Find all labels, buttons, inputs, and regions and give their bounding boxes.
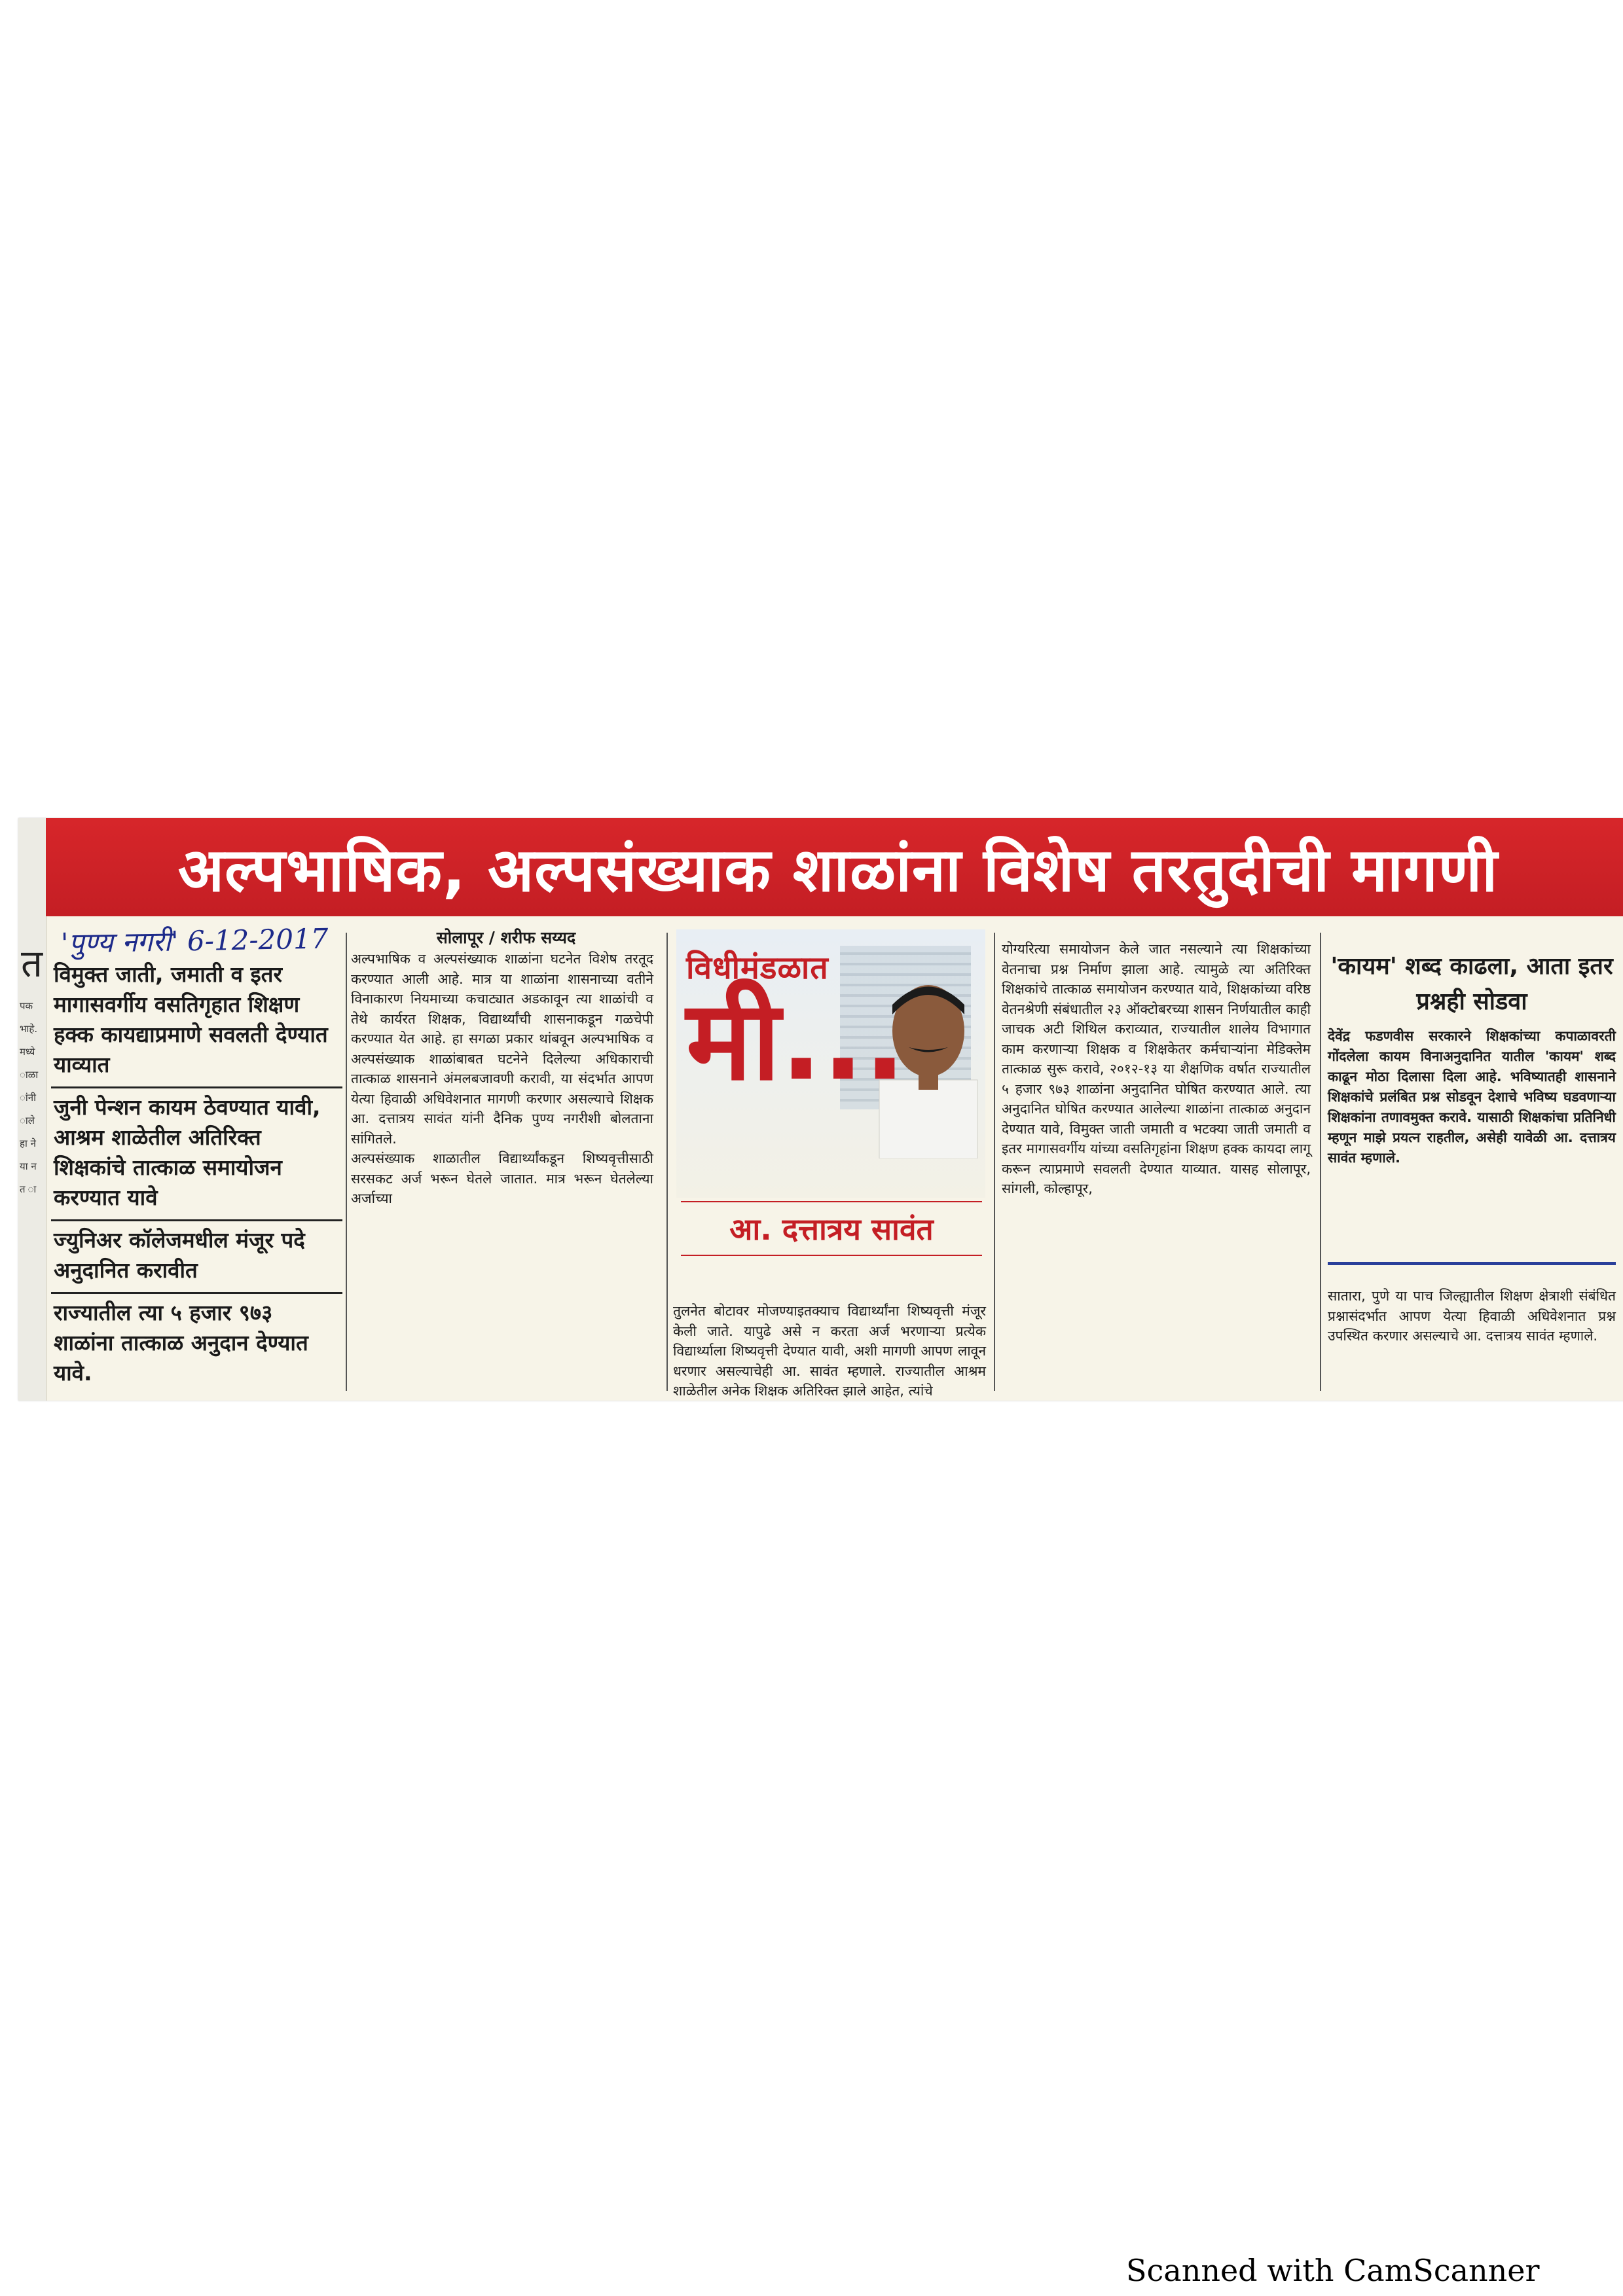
column-divider — [666, 933, 668, 1391]
highlight-points — [51, 956, 342, 1395]
column-divider — [346, 933, 347, 1391]
side-box-rule — [1328, 1262, 1616, 1265]
scanner-watermark: Scanned with CamScanner — [1126, 2253, 1540, 2288]
adjacent-text-fragment: पक भाहे. मध्ये ाळा ांनी ाले हा ने या न त ा — [20, 1000, 39, 1195]
adjacent-headline-fragment: त — [21, 941, 43, 986]
column-divider — [994, 933, 995, 1391]
handwritten-source-date: 'पुण्य नगरी' 6-12-2017 — [60, 922, 329, 960]
feature-big-title: मी... — [686, 977, 906, 1105]
column-divider — [1320, 933, 1321, 1391]
highlight-point: जुनी पेन्शन कायम ठेवण्यात यावी, आश्रम शाळेतील अतिरिक्त शिक्षकांचे तात्काळ समायोजन करण्यात यावे — [51, 1088, 342, 1221]
side-box-text: देवेंद्र फडणवीस सरकारने शिक्षकांच्या कपाळावरती गोंदलेला कायम विनाअनुदानित यातील 'कायम' शब्द काढून मोठा दिलासा दिला आहे. भविष्यातही शासनाने शिक्षकांचे प्रलंबित प्रश्न सोडवून देशाचे भविष्य घडवणाऱ्या शिक्षकांना तणावमुक्त करावे. यासाठी शिक्षकांचा प्रतिनिधी म्हणून माझे प्रयत्न राहतील, असेही यावेळी आ. दत्तात्रय सावंत म्हणाले. — [1328, 1028, 1616, 1166]
adjacent-column-strip — [18, 818, 46, 1401]
article-column-1: अल्पभाषिक व अल्पसंख्याक शाळांना घटनेत विशेष तरतूद करण्यात आली आहे. मात्र या शाळांना शासनाच्या वतीने विनाकारण नियमाच्या कचाट्यात अडकावून त्या शाळांची व तेथे कार्यरत शिक्षक, विद्यार्थ्यांची शासनाकडून गळचेपी करण्यात येत आहे. हा सगळा प्रकार थांबवून अल्पभाषिक व अल्पसंख्याक शाळांबाबत घटनेने दिलेल्या अधिकाराची तात्काळ शासनाने अंमलबजावणी करावी, या संदर्भात आपण येत्या हिवाळी अधिवेशनात मागणी करणार असल्याचे शिक्षक आ. दत्तात्रय सावंत यांनी दैनिक पुण्य नगरीशी बोलताना सांगितले. अल्पसंख्याक शाळातील विद्यार्थ्यांकडून शिष्यवृत्तीसाठी सरसकट अर्ज भरून घेतले जातात. मात्र भरून घेतलेल्या अर्जाच्या — [351, 951, 653, 1206]
side-headline: 'कायम' शब्द काढला, आता इतर प्रश्नही सोडवा — [1330, 953, 1613, 1015]
highlight-point: राज्यातील त्या ५ हजार ९७३ शाळांना तात्काळ अनुदान देण्यात यावे. — [54, 1300, 308, 1386]
headline-banner — [46, 818, 1623, 916]
headline: अल्पभाषिक, अल्पसंख्याक शाळांना विशेष तरतुदीची मागणी — [177, 834, 1499, 905]
article-column-2: तुलनेत बोटावर मोजण्याइतक्याच विद्यार्थ्यांना शिष्यवृत्ती मंजूर केली जाते. यापुढे असे न करता अर्ज भरणाऱ्या प्रत्येक विद्यार्थ्याला शिष्यवृत्ती देण्यात यावी, अशी मागणी आपण लावून धरणार असल्याचेही आ. सावंत म्हणाले. राज्यातील आश्रम शाळेतील अनेक शिक्षक अतिरिक्त झाले आहेत, त्यांचे — [673, 1303, 986, 1399]
highlight-point: ज्युनिअर कॉलेजमधील मंजूर पदे अनुदानित करावीत — [51, 1221, 342, 1294]
byline: आ. दत्तात्रय सावंत — [729, 1211, 934, 1247]
highlight-point: विमुक्त जाती, जमाती व इतर मागासवर्गीय वसतिगृहात शिक्षण हक्क कायद्याप्रमाणे सवलती देण्यात याव्यात — [51, 956, 342, 1088]
feature-photo — [676, 929, 985, 1198]
feature-kicker: विधीमंडळात — [686, 950, 829, 986]
article-column-3: योग्यरित्या समायोजन केले जात नसल्याने त्या शिक्षकांच्या वेतनाचा प्रश्न निर्माण झाला आहे. त्यामुळे त्या अतिरिक्त शिक्षकांचे तात्काळ समायोजन करण्यात यावे, शिक्षकांच्या वरिष्ठ वेतनश्रेणी संबंधातील २३ ऑक्टोबरच्या शासन निर्णयातील काही जाचक अटी शिथिल कराव्यात, राज्यातील शालेय विभागात काम करणाऱ्या शिक्षक व शिक्षकेतर कर्मचाऱ्यांना मेडिक्लेम तात्काळ सुरू करावे, २०१२-१३ या शैक्षणिक वर्षात राज्यातील ५ हजार ९७३ शाळांना अनुदानित घोषित करण्यात आले. त्या अनुदानित घोषित करण्यात आलेल्या शाळांना तात्काळ अनुदान देण्यात यावे, विमुक्त जाती जमाती व भटक्या जाती जमाती व इतर मागासवर्गीय यांच्या वसतिगृहांना शिक्षण हक्क कायदा लागू करून त्याप्रमाणे सवलती देण्यात याव्यात. यासह सोलापूर, सांगली, कोल्हापूर, — [1002, 941, 1311, 1196]
dateline: सोलापूर / शरीफ सय्यद — [436, 928, 576, 947]
byline-box — [681, 1201, 982, 1256]
newspaper-clipping — [18, 818, 1623, 1401]
article-column-5: सातारा, पुणे या पाच जिल्ह्यातील शिक्षण क्षेत्राशी संबंधित प्रश्नासंदर्भात आपण येत्या हिवाळी अधिवेशनात प्रश्न उपस्थित करणार असल्याचे आ. दत्तात्रय सावंत म्हणाले. — [1328, 1288, 1616, 1344]
